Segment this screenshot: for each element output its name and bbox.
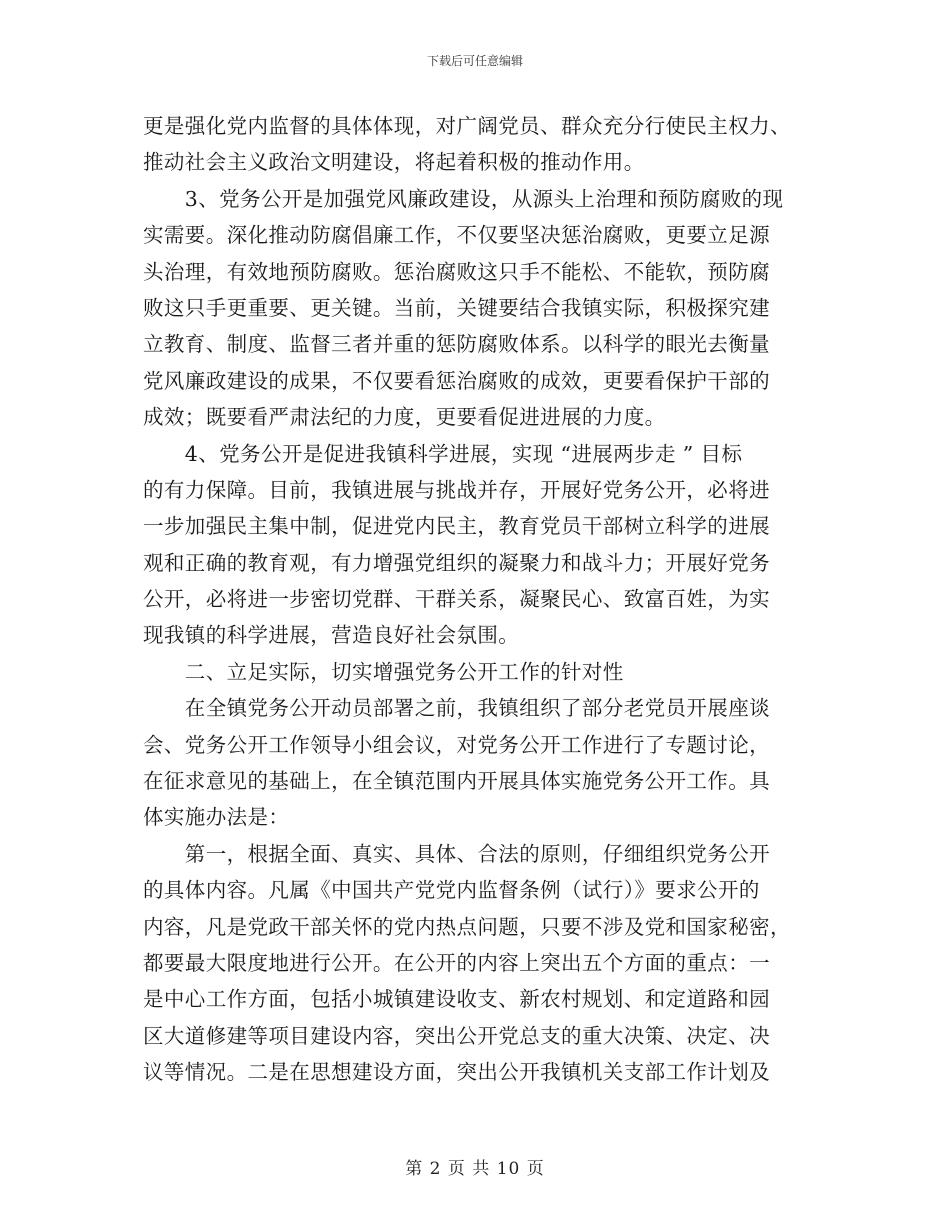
body-text-line: 内容，凡是党政干部关怀的党内热点问题，只要不涉及党和国家秘密， [143, 914, 791, 939]
document-body [143, 108, 813, 1091]
body-text-line: 公开，必将进一步密切党群、干群关系，凝聚民心、致富百姓，为实 [143, 587, 770, 612]
body-text-line: 第一，根据全面、真实、具体、合法的原则，仔细组织党务公开 [143, 841, 770, 866]
body-text-line: 的具体内容。凡属《中国共产党党内监督条例（试行）》要求公开的 [143, 878, 760, 903]
body-text-line: 区大道修建等项目建设内容，突出公开党总支的重大决策、决定、决 [143, 1023, 770, 1048]
body-text-line: 议等情况。二是在思想建设方面，突出公开我镇机关支部工作计划及 [143, 1060, 770, 1085]
body-text-line: 3、党务公开是加强党风廉政建设，从源头上治理和预防腐败的现 [143, 186, 784, 211]
body-text-line: 会、党务公开工作领导小组会议，对党务公开工作进行了专题讨论， [143, 732, 770, 757]
body-text-line: 实需要。深化推动防腐倡廉工作，不仅要坚决惩治腐败，更要立足源 [143, 223, 770, 248]
body-text-line: 二、立足实际，切实增强党务公开工作的针对性 [143, 659, 624, 684]
body-text-line: 一步加强民主集中制，促进党内民主，教育党员干部树立科学的进展 [143, 514, 770, 539]
body-text-line: 党风廉政建设的成果，不仅要看惩治腐败的成效，更要看保护干部的 [143, 368, 770, 393]
body-text-line: 在征求意见的基础上，在全镇范围内开展具体实施党务公开工作。具 [143, 769, 770, 794]
body-text-line: 观和正确的教育观，有力增强党组织的凝聚力和战斗力；开展好党务 [143, 550, 770, 575]
body-text-line: 成效；既要看严肃法纪的力度，更要看促进进展的力度。 [143, 405, 666, 430]
body-text-line: 现我镇的科学进展，营造良好社会氛围。 [143, 623, 520, 648]
body-text-line: 体实施办法是： [143, 805, 290, 830]
body-text-line: 败这只手更重要、更关键。当前，关键要结合我镇实际，积极探究建 [143, 295, 770, 320]
page-number-footer: 第 2 页 共 10 页 [405, 1159, 545, 1179]
body-text-line: 推动社会主义政治文明建设，将起着积极的推动作用。 [143, 150, 645, 175]
body-text-line: 立教育、制度、监督三者并重的惩防腐败体系。以科学的眼光去衡量 [143, 332, 770, 357]
body-text-line: 4、党务公开是促进我镇科学进展，实现 “进展两步走 ” 目标 [143, 441, 743, 466]
body-text-line: 头治理，有效地预防腐败。惩治腐败这只手不能松、不能软，预防腐 [143, 259, 770, 284]
body-text-line: 在全镇党务公开动员部署之前，我镇组织了部分老党员开展座谈 [143, 696, 770, 721]
body-text-line: 的有力保障。目前，我镇进展与挑战并存，开展好党务公开，必将进 [143, 477, 770, 502]
body-text-line: 更是强化党内监督的具体体现，对广阔党员、群众充分行使民主权力、 [143, 114, 791, 138]
body-text-line: 都要最大限度地进行公开。在公开的内容上突出五个方面的重点：一 [143, 950, 770, 975]
body-text-line: 是中心工作方面，包括小城镇建设收支、新农村规划、和定道路和园 [143, 987, 770, 1012]
page-header: 下载后可任意编辑 [426, 54, 523, 68]
